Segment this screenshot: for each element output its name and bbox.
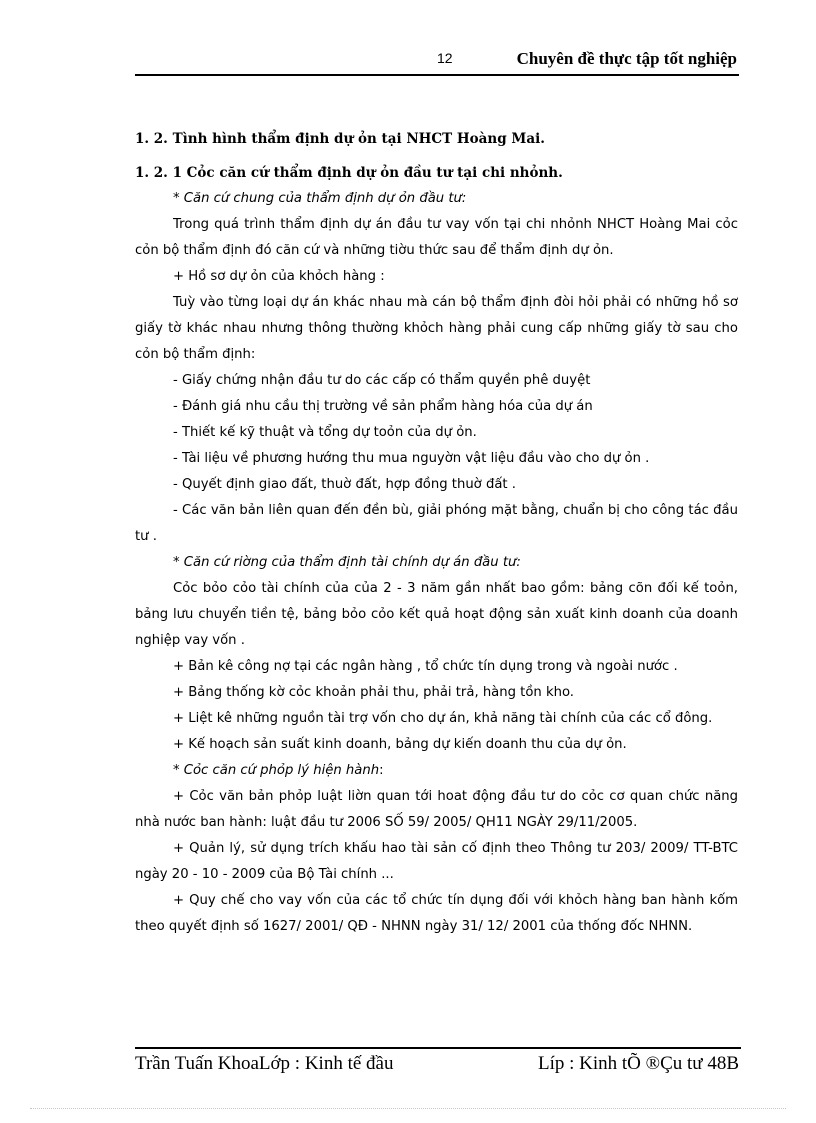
paragraph: Tuỳ vào từng loại dự án khác nhau mà cán bộ thẩm định đòi hỏi phải có những hồ sơ giấy tờ khác nhau nhưng thông thường khỏch hàng phải cung cấp những giấy tờ sau cho cỏn bộ thẩm định: (135, 295, 738, 362)
legal-basis-heading (135, 758, 738, 784)
paragraph: + Cỏc văn bản phỏp luật liờn quan tới hoat động đầu tư do cỏc cơ quan chức năng nhà nước ban hành: luật đầu tư 2006 SỐ 59/ 2005/ QH11 NGÀY 29/11/2005. (135, 789, 738, 830)
list-item: - Giấy chứng nhận đầu tư do các cấp có thẩm quyền phê duyệt (173, 373, 591, 388)
list-item: - Đánh giá nhu cầu thị trường về sản phẩm hàng hóa của dự án (173, 399, 593, 414)
legal-basis-heading-text: * Cỏc căn cứ phỏp lý hiện hành (173, 763, 380, 778)
footer-class: Líp : Kinh tÕ ®Çu tư 48B (537, 1053, 739, 1074)
paragraph: + Bảng thống kờ cỏc khoản phải thu, phải trả, hàng tồn kho. (173, 685, 574, 700)
list-item: - Tài liệu về phương hướng thu mua nguyờn vật liệu đầu vào cho dự ỏn . (173, 451, 650, 466)
legal-basis-heading-colon: : (379, 763, 384, 778)
subsection-heading: 1. 2. 1 Cỏc căn cứ thẩm định dự ỏn đầu tư tại chi nhỏnh. (135, 165, 563, 181)
list-item: - Các văn bản liên quan đến đền bù, giải phóng mặt bằng, chuẩn bị cho công tác đầu tư . (135, 503, 738, 544)
paragraph: Cỏc bỏo cỏo tài chính của của 2 - 3 năm gần nhất bao gồm: bảng cõn đối kế toỏn, bảng lưu chuyển tiền tệ, bảng bỏo cỏo kết quả hoạt động sản xuất kinh doanh của doanh nghiệp vay vốn . (135, 581, 738, 648)
paragraph: + Liệt kê những nguồn tài trợ vốn cho dự án, khả năng tài chính của các cổ đông. (173, 711, 713, 726)
header-title: Chuyên đề thực tập tốt nghiệp (516, 49, 737, 68)
financial-basis-heading: * Căn cứ riờng của thẩm định tài chính dự án đầu tư: (173, 555, 521, 570)
paragraph: Trong quá trình thẩm định dự án đầu tư vay vốn tại chi nhỏnh NHCT Hoàng Mai cỏc cỏn bộ thẩm định đó căn cứ và những tiờu thức sau để thẩm định dự ỏn. (135, 217, 738, 258)
paragraph: + Quản lý, sử dụng trích khấu hao tài sản cố định theo Thông tư 203/ 2009/ TT-BTC ngày 20 - 10 - 2009 của Bộ Tài chính ... (135, 841, 738, 882)
footer-author: Trần Tuấn KhoaLớp : Kinh tế đầu (135, 1053, 394, 1074)
list-item: - Quyết định giao đất, thuờ đất, hợp đồng thuờ đất . (173, 477, 516, 492)
paragraph: + Hồ sơ dự ỏn của khỏch hàng : (173, 269, 385, 284)
paragraph: + Quy chế cho vay vốn của các tổ chức tín dụng đối với khỏch hàng ban hành kốm theo quyết định số 1627/ 2001/ QĐ - NHNN ngày 31/ 12/ 2001 của thống đốc NHNN. (135, 893, 738, 934)
section-heading: 1. 2. Tình hình thẩm định dự ỏn tại NHCT Hoàng Mai. (135, 131, 545, 147)
footer-rule (135, 1047, 741, 1049)
page-header (135, 48, 739, 74)
header-rule (135, 74, 739, 76)
page-bottom-border (30, 1108, 786, 1109)
paragraph: + Kế hoạch sản suất kinh doanh, bảng dự kiến doanh thu của dự ỏn. (173, 737, 627, 752)
page-number: 12 (437, 50, 453, 66)
list-item: - Thiết kế kỹ thuật và tổng dự toỏn của dự ỏn. (173, 425, 477, 440)
general-basis-heading: * Căn cứ chung của thẩm định dự ỏn đầu tư: (173, 191, 467, 206)
paragraph: + Bản kê công nợ tại các ngân hàng , tổ chức tín dụng trong và ngoài nước . (173, 659, 678, 674)
document-body (135, 126, 738, 940)
